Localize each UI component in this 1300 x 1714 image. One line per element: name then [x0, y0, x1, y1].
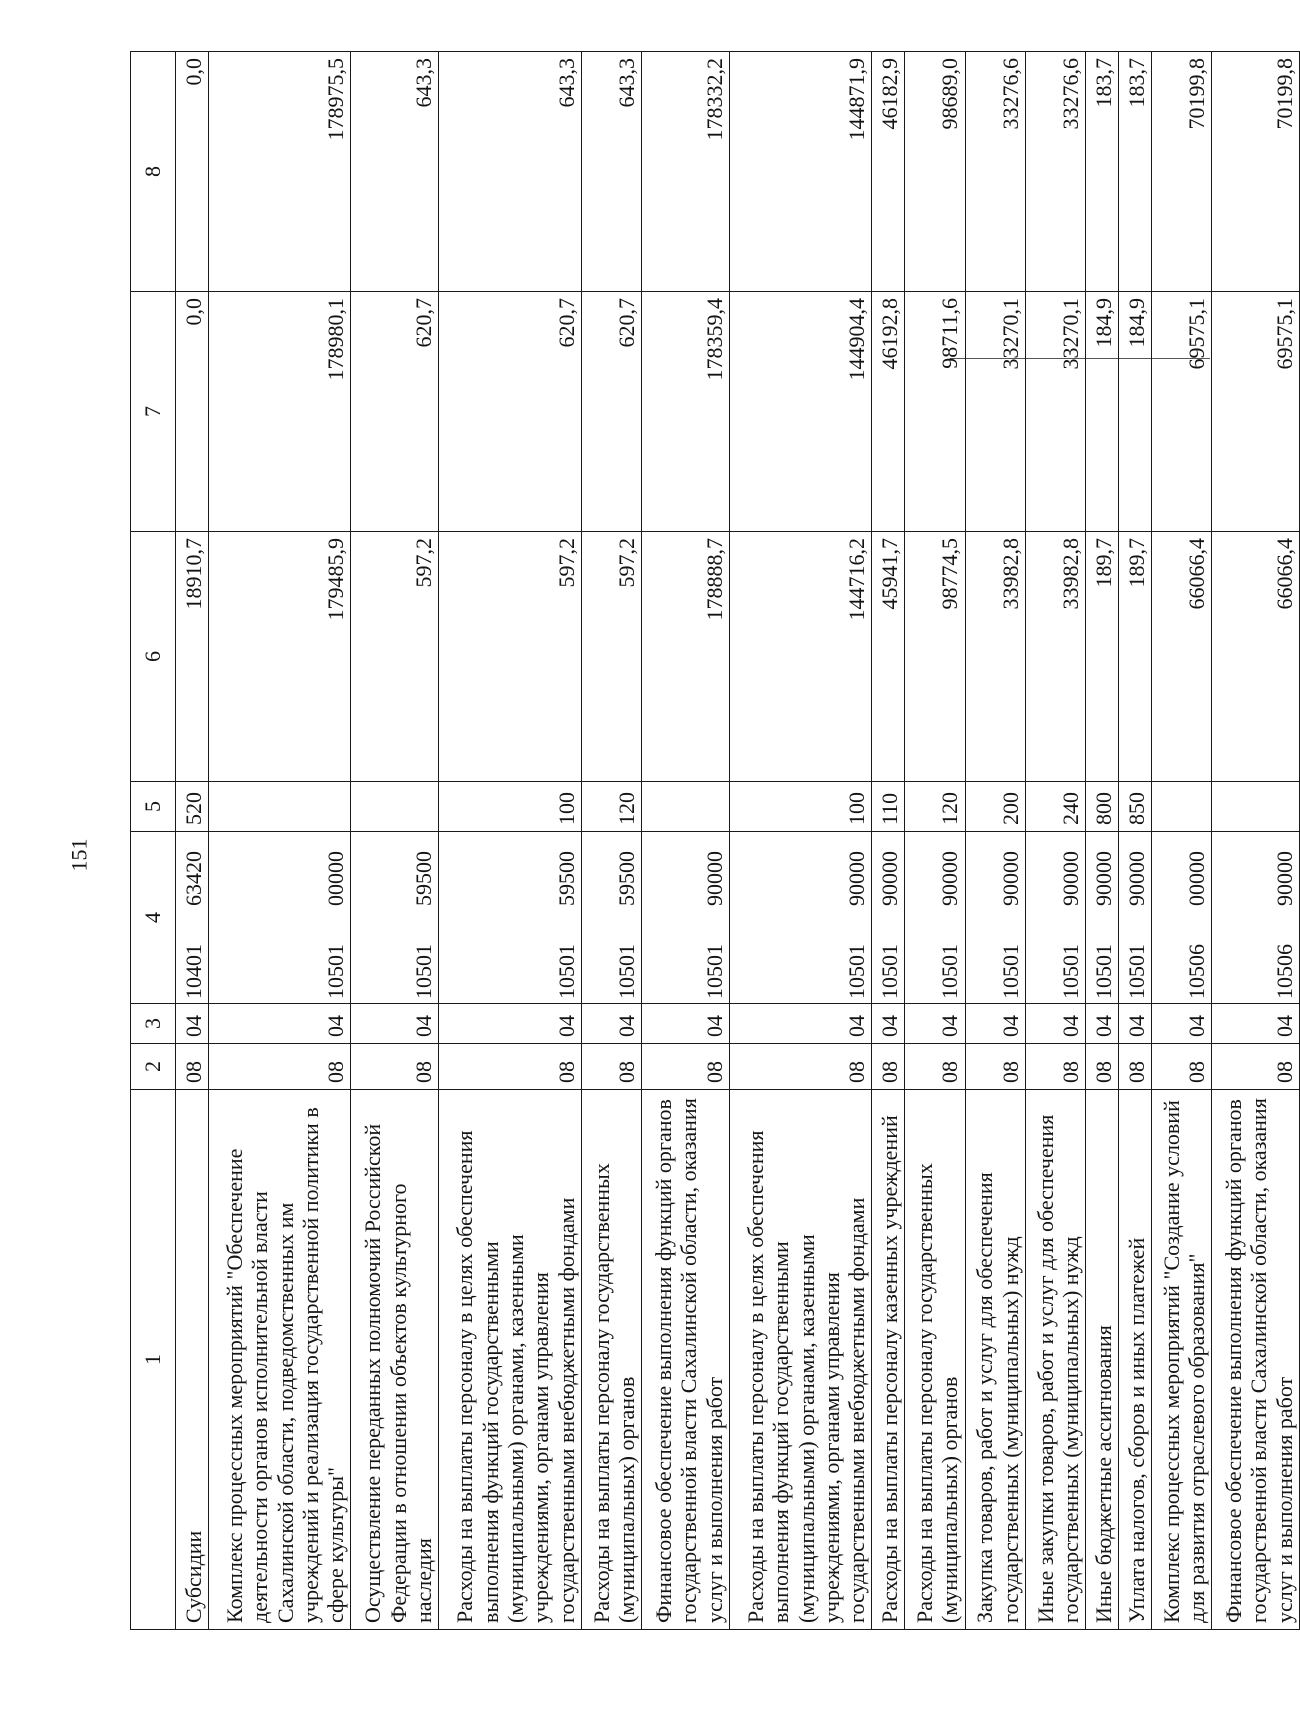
- col-4-cell: [729, 832, 872, 1004]
- col-3-cell: 04: [1212, 1004, 1300, 1044]
- col-2-cell: 08: [581, 1044, 641, 1090]
- col-4-part-a: 10501: [1090, 944, 1116, 999]
- col-4-part-b: 59500: [613, 851, 639, 906]
- col-4-part-b: 59500: [553, 851, 579, 906]
- col-8-cell: 0,0: [176, 52, 209, 292]
- col-3-cell: 04: [1025, 1004, 1085, 1044]
- col-4-cell: [965, 832, 1025, 1004]
- col-2-cell: 08: [729, 1044, 872, 1090]
- table-row: [1151, 52, 1211, 1630]
- table-row: [872, 52, 905, 1630]
- col-2-cell: 08: [1212, 1044, 1300, 1090]
- table-row: [965, 52, 1025, 1630]
- table-row: [1212, 52, 1300, 1630]
- col-3-cell: 04: [351, 1004, 439, 1044]
- col-2-cell: 08: [351, 1044, 439, 1090]
- col-3-cell: 04: [581, 1004, 641, 1044]
- row-name-cell: Субсидии: [176, 1090, 209, 1630]
- col-5-cell: 100: [439, 782, 582, 832]
- col-4-cell: [1151, 832, 1211, 1004]
- header-col-8: 8: [131, 52, 176, 292]
- col-2-cell: 08: [1151, 1044, 1211, 1090]
- col-5-cell: 520: [176, 782, 209, 832]
- col-5-cell: 240: [1025, 782, 1085, 832]
- col-5-cell: [351, 782, 439, 832]
- budget-table-rotated: [130, 52, 1300, 1630]
- col-3-cell: 04: [1151, 1004, 1211, 1044]
- row-name-cell: Комплекс процессных мероприятий "Создание условий для развития отраслевого образования": [1151, 1090, 1211, 1630]
- col-8-cell: 144871,9: [729, 52, 872, 292]
- col-3-cell: 04: [1086, 1004, 1119, 1044]
- col-2-cell: 08: [439, 1044, 582, 1090]
- col-4-part-a: 10501: [877, 944, 903, 999]
- col-8-cell: 643,3: [581, 52, 641, 292]
- col-4-part-a: 10501: [410, 944, 436, 999]
- col-6-cell: 33982,8: [1025, 532, 1085, 782]
- col-6-cell: 597,2: [351, 532, 439, 782]
- table-row: [351, 52, 439, 1630]
- col-4-cell: [1025, 832, 1085, 1004]
- col-7-cell: 69575,1: [1151, 292, 1211, 532]
- col-7-cell: 620,7: [351, 292, 439, 532]
- row-name-cell: Расходы на выплаты персоналу государственных (муниципальных) органов: [581, 1090, 641, 1630]
- col-4-cell: [872, 832, 905, 1004]
- col-2-cell: 08: [872, 1044, 905, 1090]
- col-6-cell: 179485,9: [208, 532, 351, 782]
- col-4-part-a: 10501: [937, 944, 963, 999]
- col-8-cell: 178975,5: [208, 52, 351, 292]
- col-4-cell: [1119, 832, 1152, 1004]
- row-name-cell: Финансовое обеспечение выполнения функций органов государственной власти Сахалинской области, оказания услуг и выполнения работ: [1212, 1090, 1300, 1630]
- col-6-cell: 597,2: [439, 532, 582, 782]
- table-row: [439, 52, 582, 1630]
- col-6-cell: 45941,7: [872, 532, 905, 782]
- row-name-cell: Осуществление переданных полномочий Российской Федерации в отношении объектов культурного наследия: [351, 1090, 439, 1630]
- header-col-3: 3: [131, 1004, 176, 1044]
- col-7-cell: 144904,4: [729, 292, 872, 532]
- col-5-cell: 120: [905, 782, 965, 832]
- row-name-cell: Закупка товаров, работ и услуг для обеспечения государственных (муниципальных) нужд: [965, 1090, 1025, 1630]
- col-5-cell: 850: [1119, 782, 1152, 832]
- budget-table: [130, 51, 1300, 1630]
- col-5-cell: 800: [1086, 782, 1119, 832]
- col-3-cell: 04: [439, 1004, 582, 1044]
- header-row: [131, 52, 176, 1630]
- col-7-cell: 184,9: [1119, 292, 1152, 532]
- col-5-cell: [208, 782, 351, 832]
- col-5-cell: 200: [965, 782, 1025, 832]
- table-body: [176, 52, 1300, 1630]
- col-4-part-b: 90000: [1271, 851, 1297, 906]
- col-4-part-b: 00000: [1183, 851, 1209, 906]
- col-2-cell: 08: [176, 1044, 209, 1090]
- col-4-part-b: 63420: [180, 851, 206, 906]
- col-7-cell: 178980,1: [208, 292, 351, 532]
- col-5-cell: 100: [729, 782, 872, 832]
- col-4-cell: [642, 832, 730, 1004]
- col-8-cell: 33276,6: [1025, 52, 1085, 292]
- col-3-cell: 04: [208, 1004, 351, 1044]
- col-5-cell: [1151, 782, 1211, 832]
- col-4-cell: [1212, 832, 1300, 1004]
- col-4-cell: [176, 832, 209, 1004]
- col-3-cell: 04: [872, 1004, 905, 1044]
- col-7-cell: 98711,6: [905, 292, 965, 532]
- col-8-cell: 70199,8: [1212, 52, 1300, 292]
- col-4-part-b: 90000: [877, 851, 903, 906]
- col-7-cell: 620,7: [581, 292, 641, 532]
- col-6-cell: 597,2: [581, 532, 641, 782]
- col-6-cell: 178888,7: [642, 532, 730, 782]
- row-name-cell: Финансовое обеспечение выполнения функций органов государственной власти Сахалинской области, оказания услуг и выполнения работ: [642, 1090, 730, 1630]
- table-row: [176, 52, 209, 1630]
- col-4-part-a: 10501: [997, 944, 1023, 999]
- table-row: [208, 52, 351, 1630]
- col-7-cell: 178359,4: [642, 292, 730, 532]
- col-4-part-a: 10501: [1057, 944, 1083, 999]
- header-col-1: 1: [131, 1090, 176, 1630]
- col-8-cell: 643,3: [439, 52, 582, 292]
- col-7-cell: 33270,1: [965, 292, 1025, 532]
- col-4-part-b: 59500: [410, 851, 436, 906]
- col-2-cell: 08: [1119, 1044, 1152, 1090]
- col-4-part-b: 90000: [1090, 851, 1116, 906]
- table-row: [729, 52, 872, 1630]
- col-8-cell: 183,7: [1119, 52, 1152, 292]
- col-4-part-b: 90000: [701, 851, 727, 906]
- header-col-2: 2: [131, 1044, 176, 1090]
- col-2-cell: 08: [1086, 1044, 1119, 1090]
- header-col-4: 4: [131, 832, 176, 1004]
- col-4-part-b: 00000: [323, 851, 349, 906]
- col-8-cell: 183,7: [1086, 52, 1119, 292]
- col-8-cell: 46182,9: [872, 52, 905, 292]
- table-row: [1119, 52, 1152, 1630]
- col-8-cell: 643,3: [351, 52, 439, 292]
- col-6-cell: 189,7: [1086, 532, 1119, 782]
- col-6-cell: 144716,2: [729, 532, 872, 782]
- col-6-cell: 66066,4: [1212, 532, 1300, 782]
- col-8-cell: 98689,0: [905, 52, 965, 292]
- col-6-cell: 98774,5: [905, 532, 965, 782]
- row-name-cell: Расходы на выплаты персоналу государственных (муниципальных) органов: [905, 1090, 965, 1630]
- table-row: [642, 52, 730, 1630]
- col-4-part-a: 10501: [323, 944, 349, 999]
- col-4-part-a: 10501: [553, 944, 579, 999]
- row-name-cell: Комплекс процессных мероприятий "Обеспечение деятельности органов исполнительной власти Сахалинской области, подведомственных им учреждений и реализация государственной политики в сфере культуры": [208, 1090, 351, 1630]
- col-3-cell: 04: [729, 1004, 872, 1044]
- row-name-cell: Расходы на выплаты персоналу в целях обеспечения выполнения функций государственными (муниципальными) органами, казенными учреждениями, органами управления государственными внебюджетными фондами: [439, 1090, 582, 1630]
- row-name-cell: Уплата налогов, сборов и иных платежей: [1119, 1090, 1152, 1630]
- col-3-cell: 04: [1119, 1004, 1152, 1044]
- col-4-part-a: 10401: [180, 944, 206, 999]
- col-4-part-b: 90000: [997, 851, 1023, 906]
- table-row: [905, 52, 965, 1630]
- col-2-cell: 08: [1025, 1044, 1085, 1090]
- col-3-cell: 04: [176, 1004, 209, 1044]
- col-3-cell: 04: [642, 1004, 730, 1044]
- col-8-cell: 70199,8: [1151, 52, 1211, 292]
- col-6-cell: 33982,8: [965, 532, 1025, 782]
- col-4-cell: [351, 832, 439, 1004]
- row-name-cell: Расходы на выплаты персоналу в целях обеспечения выполнения функций государственными (муниципальными) органами, казенными учреждениями, органами управления государственными внебюджетными фондами: [729, 1090, 872, 1630]
- col-4-cell: [905, 832, 965, 1004]
- col-6-cell: 18910,7: [176, 532, 209, 782]
- col-7-cell: 46192,8: [872, 292, 905, 532]
- col-2-cell: 08: [208, 1044, 351, 1090]
- col-4-part-a: 10506: [1183, 944, 1209, 999]
- col-4-part-b: 90000: [937, 851, 963, 906]
- table-row: [1025, 52, 1085, 1630]
- page-number: 151: [66, 838, 92, 872]
- col-4-cell: [1086, 832, 1119, 1004]
- col-2-cell: 08: [905, 1044, 965, 1090]
- row-name-cell: Расходы на выплаты персоналу казенных учреждений: [872, 1090, 905, 1630]
- col-7-cell: 69575,1: [1212, 292, 1300, 532]
- col-4-part-a: 10501: [701, 944, 727, 999]
- col-7-cell: 184,9: [1086, 292, 1119, 532]
- col-7-cell: 33270,1: [1025, 292, 1085, 532]
- row-name-cell: Иные бюджетные ассигнования: [1086, 1090, 1119, 1630]
- header-col-6: 6: [131, 532, 176, 782]
- col-7-cell: 0,0: [176, 292, 209, 532]
- table-row: [581, 52, 641, 1630]
- col-4-cell: [439, 832, 582, 1004]
- col-4-part-b: 90000: [1123, 851, 1149, 906]
- col-5-cell: 120: [581, 782, 641, 832]
- col-4-part-a: 10506: [1271, 944, 1297, 999]
- col-8-cell: 33276,6: [965, 52, 1025, 292]
- col-4-part-b: 90000: [1057, 851, 1083, 906]
- col-3-cell: 04: [905, 1004, 965, 1044]
- col-4-part-b: 90000: [844, 851, 870, 906]
- col-2-cell: 08: [642, 1044, 730, 1090]
- header-col-5: 5: [131, 782, 176, 832]
- col-4-part-a: 10501: [1123, 944, 1149, 999]
- header-col-7: 7: [131, 292, 176, 532]
- col-6-cell: 66066,4: [1151, 532, 1211, 782]
- col-5-cell: [642, 782, 730, 832]
- col-4-cell: [208, 832, 351, 1004]
- col-3-cell: 04: [965, 1004, 1025, 1044]
- table-row: [1086, 52, 1119, 1630]
- col-8-cell: 178332,2: [642, 52, 730, 292]
- col-4-part-a: 10501: [844, 944, 870, 999]
- row-name-cell: Иные закупки товаров, работ и услуг для обеспечения государственных (муниципальных) нужд: [1025, 1090, 1085, 1630]
- col-5-cell: 110: [872, 782, 905, 832]
- col-4-cell: [581, 832, 641, 1004]
- col-7-cell: 620,7: [439, 292, 582, 532]
- col-6-cell: 189,7: [1119, 532, 1152, 782]
- col-2-cell: 08: [965, 1044, 1025, 1090]
- col-5-cell: [1212, 782, 1300, 832]
- col-4-part-a: 10501: [613, 944, 639, 999]
